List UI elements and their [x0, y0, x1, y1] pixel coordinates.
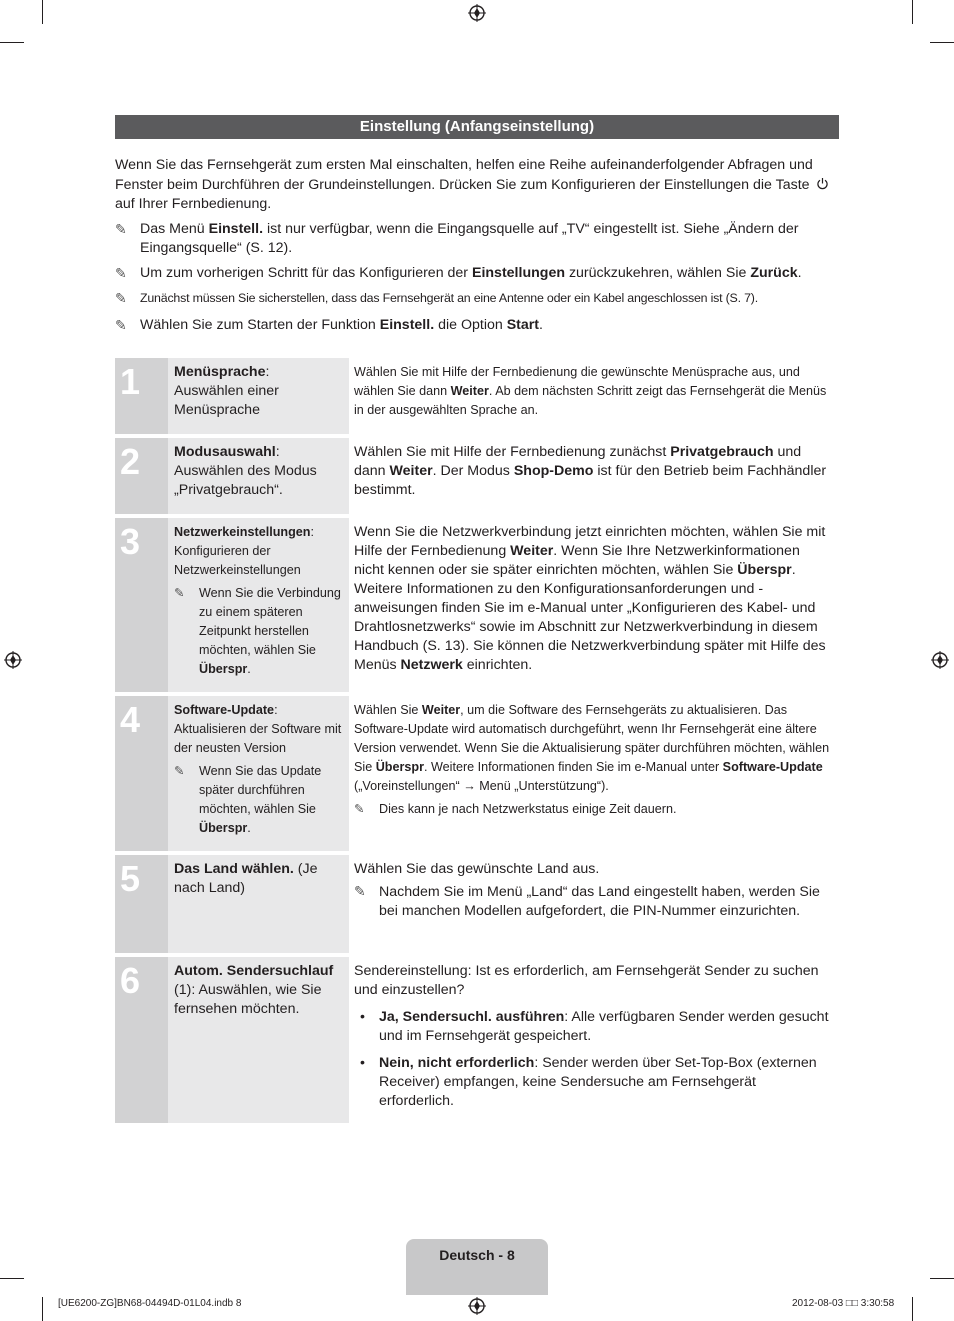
power-icon: [816, 177, 829, 190]
crop-mark: [912, 1297, 913, 1321]
step-note: ✎ Dies kann je nach Netzwerkstatus einige Zeit dauern.: [354, 800, 833, 819]
steps-table: [115, 358, 839, 1127]
pencil-icon: ✎: [115, 316, 127, 333]
registration-mark-icon: [468, 1297, 486, 1315]
registration-mark-icon: [4, 651, 22, 669]
crop-mark: [912, 0, 913, 24]
bullet-item: • Ja, Sendersuchl. ausführen: Alle verfügbaren Sender werden gesucht und im Fernsehgerät gespeichert.: [360, 1009, 829, 1044]
step-row: [115, 518, 839, 692]
step-number: 6: [115, 957, 168, 1123]
step-description: Sendereinstellung: Ist es erforderlich, am Fernsehgerät Sender zu suchen und einzustellen? • Ja, Sendersuchl. ausführen: Alle verfügbaren Sender werden gesucht und im Fernsehgerät gespeichert. • Nein, nicht erforderlich: Sender werden über Set-Top-Box (externen Receiver) empfangen, keine Sendersuche am Fernsehgerät erforderlich.: [349, 957, 839, 1123]
step-number: 1: [115, 358, 168, 434]
step-description: Wählen Sie mit Hilfe der Fernbedienung die gewünschte Menüsprache aus, und wählen Sie dann Weiter. Ab dem nächsten Schritt zeigt das Fernsehgerät die Menüs in der ausgewählten Sprache an.: [354, 365, 827, 417]
intro: [115, 156, 839, 335]
step-note: ✎ Wenn Sie das Update später durchführen möchten, wählen Sie Überspr.: [174, 764, 322, 835]
intro-paragraph: Wenn Sie das Fernsehgerät zum ersten Mal einschalten, helfen eine Reihe aufeinanderfolgender Abfragen und Fenster beim Durchführen der Grundeinstellungen. Drücken Sie zum Konfigurieren der Einstellungen die Taste auf Ihrer Fernbedienung.: [115, 156, 839, 215]
step-note: ✎ Nachdem Sie im Menü „Land“ das Land eingestellt haben, werden Sie bei manchen Modellen aufgefordert, die PIN-Nummer einzurichten.: [354, 884, 820, 919]
step-number: 5: [115, 855, 168, 953]
registration-mark-icon: [468, 4, 486, 22]
pencil-icon: ✎: [174, 764, 185, 778]
crop-mark: [930, 1278, 954, 1279]
step-title-cell: Menüsprache: Auswählen einer Menüsprache: [168, 358, 349, 434]
step-description: Wählen Sie Weiter, um die Software des Fernsehgeräts zu aktualisieren. Das Software-Update wird automatisch durchgeführt, wenn Ihr Fernsehgerät eine ältere Version verwendet. Wenn Sie die Aktualisierung später durchführen möchten, wählen Sie Überspr. Weitere Informationen finden Sie im e-Manual unter Software-Update („Voreinstellungen“ → Menü „Unterstützung“). ✎ Dies kann je nach Netzwerkstatus einige Zeit dauern.: [349, 696, 839, 851]
step-row: [115, 957, 839, 1123]
crop-mark: [42, 1297, 43, 1321]
bullet-item: • Nein, nicht erforderlich: Sender werden über Set-Top-Box (externen Receiver) empfangen, keine Sendersuche am Fernsehgerät erforderlich.: [360, 1055, 817, 1109]
step-description: Wenn Sie die Netzwerkverbindung jetzt einrichten möchten, wählen Sie mit Hilfe der Fernbedienung Weiter. Wenn Sie Ihre Netzwerkinformationen nicht kennen oder sie später einrichten möchten, wählen Sie Überspr. Weitere Informationen zu den Konfigurationsanforderungen und -anweisungen finden Sie im e-Manual unter „Konfigurieren des Kabel- und Drahtlosnetzwerks“ sowie im Abschnitt zur Netzwerkverbindung in diesem Handbuch (S. 13). Sie können die Netzwerkverbindung später mit Hilfe des Menüs Netzwerk einrichten.: [354, 524, 826, 673]
note-item: ✎ Wählen Sie zum Starten der Funktion Einstell. die Option Start.: [115, 316, 839, 336]
bullet-icon: •: [360, 1055, 365, 1071]
print-file-info: [UE6200-ZG]BN68-04494D-01L04.indb 8: [58, 1298, 242, 1309]
pencil-icon: ✎: [354, 884, 366, 900]
step-row: [115, 358, 839, 434]
note-item: ✎ Zunächst müssen Sie sicherstellen, dass das Fernsehgerät an eine Antenne oder ein Kabel angeschlossen ist (S. 7).: [115, 289, 758, 306]
pencil-icon: ✎: [354, 802, 365, 816]
step-row: [115, 696, 839, 851]
crop-mark: [930, 42, 954, 43]
crop-mark: [0, 1278, 24, 1279]
crop-mark: [0, 42, 24, 43]
print-timestamp: 2012-08-03 □□ 3:30:58: [792, 1298, 895, 1309]
step-description: Wählen Sie mit Hilfe der Fernbedienung zunächst Privatgebrauch und dann Weiter. Der Modus Shop-Demo ist für den Betrieb beim Fachhändler bestimmt.: [354, 444, 827, 498]
step-note: ✎ Wenn Sie die Verbindung zu einem späteren Zeitpunkt herstellen möchten, wählen Sie Überspr.: [174, 586, 341, 676]
step-number: 3: [115, 518, 168, 692]
page-number-tab: Deutsch - 8: [406, 1239, 548, 1295]
step-row: [115, 438, 839, 514]
step-title-cell: Netzwerkeinstellungen: Konfigurieren der Netzwerkeinstellungen ✎ Wenn Sie die Verbindung zu einem späteren Zeitpunkt herstellen möchten, wählen Sie Überspr.: [168, 518, 349, 692]
step-description: Wählen Sie das gewünschte Land aus. ✎ Nachdem Sie im Menü „Land“ das Land eingestellt haben, werden Sie bei manchen Modellen aufgefordert, die PIN-Nummer einzurichten.: [349, 855, 839, 953]
bullet-icon: •: [360, 1009, 365, 1025]
step-row: [115, 855, 839, 953]
step-number: 2: [115, 438, 168, 514]
crop-mark: [42, 0, 43, 24]
step-number: 4: [115, 696, 168, 851]
step-title-cell: Modusauswahl: Auswählen des Modus „Privatgebrauch“.: [168, 438, 349, 514]
step-title-cell: Software-Update: Aktualisieren der Software mit der neusten Version ✎ Wenn Sie das Update später durchführen möchten, wählen Sie Überspr.: [168, 696, 349, 851]
step-title-cell: Das Land wählen. (Je nach Land): [168, 855, 349, 953]
step-title-cell: Autom. Sendersuchlauf (1): Auswählen, wie Sie fernsehen möchten.: [168, 957, 349, 1123]
note-item: ✎ Um zum vorherigen Schritt für das Konfigurieren der Einstellungen zurückzukehren, wählen Sie Zurück.: [115, 264, 839, 284]
section-title: Einstellung (Anfangseinstellung): [115, 115, 839, 139]
pencil-icon: ✎: [115, 289, 127, 306]
note-item: ✎ Das Menü Einstell. ist nur verfügbar, wenn die Eingangsquelle auf „TV“ eingestellt ist. Siehe „Ändern der Eingangsquelle“ (S. 12).: [115, 220, 799, 257]
pencil-icon: ✎: [115, 264, 127, 281]
pencil-icon: ✎: [174, 586, 185, 600]
pencil-icon: ✎: [115, 220, 127, 237]
registration-mark-icon: [931, 651, 949, 669]
